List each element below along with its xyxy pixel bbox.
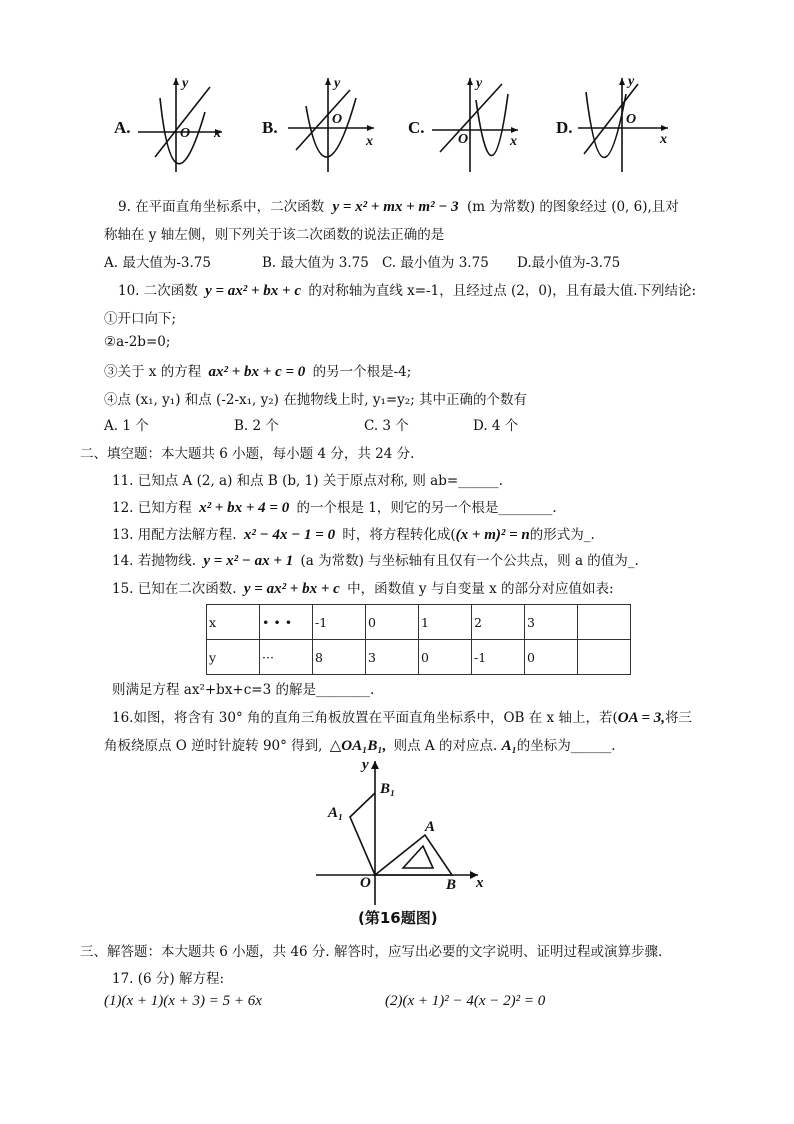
q9-option-b: B. 最大值为 3.75 <box>262 255 369 271</box>
q10-expr: y = ax² + bx + c <box>205 283 302 299</box>
q15-text-b: 中，函数值 y 与自变量 x 的部分对应值如表: <box>347 581 614 597</box>
origin-label: O <box>180 126 191 141</box>
q9-text2: (m 为常数) 的图象经过 (0, 6),且对 <box>466 199 679 215</box>
q9-option-a: A. 最大值为-3.75 <box>104 255 211 271</box>
q10-s3-text2: 的另一个根是-4; <box>312 364 412 380</box>
q17-part2: (2)(x + 1)² − 4(x − 2)² = 0 <box>385 993 546 1009</box>
table-cell <box>578 640 631 675</box>
q10-s3-text: ③关于 x 的方程 <box>104 364 202 380</box>
q9-line1 <box>118 195 679 216</box>
section-3-heading: 三、解答题：本大题共 6 小题，共 46 分. 解答时，应写出必要的文字说明、证明过程或演算步骤. <box>80 944 663 960</box>
table-cell: 0 <box>366 605 419 640</box>
q16-expr3: A₁ <box>501 738 517 754</box>
option-label: B. <box>262 118 278 137</box>
table-cell: 1 <box>419 605 472 640</box>
origin-label: O <box>626 112 637 127</box>
q13-text-b: 时，将方程转化成( <box>342 527 456 543</box>
table-row-y <box>207 640 631 675</box>
origin-label: O <box>458 132 469 147</box>
q12-expr: x² + bx + 4 = 0 <box>199 500 290 516</box>
q10-statement-3 <box>104 360 411 381</box>
axis-y-label: y <box>628 74 635 89</box>
q13-expr: x² − 4x − 1 = 0 <box>243 527 336 543</box>
axis-y-label: y <box>334 76 341 91</box>
axis-y-label: y <box>182 76 189 91</box>
q15-after-table: 则满足方程 ax²+bx+c=3 的解是________. <box>112 682 375 698</box>
q16-line2 <box>104 734 616 755</box>
q15-line <box>112 577 614 598</box>
table-cell: x <box>207 605 260 640</box>
option-label: C. <box>408 118 425 137</box>
q10-option-c: C. 3 个 <box>364 418 409 434</box>
q16-text-a: 16.如图，将含有 30° 角的直角三角板放置在平面直角坐标系中，OB 在 x 轴上，若( <box>112 710 618 726</box>
q9-expr: y = x² + mx + m² − 3 <box>332 199 459 215</box>
table-cell: 2 <box>472 605 525 640</box>
q14-text-a: 14. 若抛物线. <box>112 553 197 569</box>
axis-y-label: y <box>476 76 483 91</box>
q9-text1: 9. 在平面直角坐标系中，二次函数 <box>118 199 325 215</box>
fig16-b-label: B <box>446 877 457 893</box>
q10-option-b: B. 2 个 <box>234 418 279 434</box>
table-cell: • • • <box>260 605 313 640</box>
table-cell: 3 <box>366 640 419 675</box>
fig16-a1-label: A₁ <box>328 805 344 821</box>
q16-line1 <box>112 706 692 727</box>
axis-x-label: x <box>510 134 517 149</box>
table-cell: -1 <box>472 640 525 675</box>
table-cell: -1 <box>313 605 366 640</box>
q10-line1 <box>118 279 696 300</box>
q13-text-a: 13. 用配方法解方程. <box>112 527 237 543</box>
q11-text: 11. 已知点 A (2, a) 和点 B (b, 1) 关于原点对称, 则 ab=______. <box>112 473 503 489</box>
axis-x-label: x <box>660 132 667 147</box>
table-cell: 8 <box>313 640 366 675</box>
q17-title: 17. (6 分) 解方程: <box>112 971 225 987</box>
q12-line <box>112 496 557 517</box>
fig16-b1-label: B₁ <box>380 781 396 797</box>
q16-expr2: △OA₁B₁, <box>329 738 387 754</box>
table-cell: 0 <box>419 640 472 675</box>
fig16-caption: (第16题图) <box>358 909 438 927</box>
q16-text-b: 将三 <box>665 710 693 726</box>
table-cell: y <box>207 640 260 675</box>
q10-text2: 的对称轴为直线 x=-1，且经过点 (2，0)，且有最大值.下列结论: <box>308 283 697 299</box>
q10-statement-1: ①开口向下; <box>104 311 177 327</box>
q9-option-d: D.最小值为-3.75 <box>517 255 621 271</box>
graph-option-c <box>404 72 554 182</box>
q17-part1: (1)(x + 1)(x + 3) = 5 + 6x <box>104 993 262 1009</box>
q10-text1: 10. 二次函数 <box>118 283 198 299</box>
table-cell: 0 <box>525 640 578 675</box>
table-cell <box>578 605 631 640</box>
q10-statement-4: ④点 (x₁, y₁) 和点 (-2-x₁, y₂) 在抛物线上时, y₁=y₂; 其中正确的个数有 <box>104 392 528 408</box>
q12-text-a: 12. 已知方程 <box>112 500 192 516</box>
fig16-x-label: x <box>476 875 484 891</box>
table-row-x <box>207 605 631 640</box>
q15-expr: y = ax² + bx + c <box>243 581 340 597</box>
table-cell: 3 <box>525 605 578 640</box>
graph-option-d <box>552 72 702 182</box>
q12-text-b: 的一个根是 1，则它的另一个根是________. <box>296 500 557 516</box>
q15-text-a: 15. 已知在二次函数. <box>112 581 237 597</box>
q9-option-c: C. 最小值为 3.75 <box>382 255 489 271</box>
section-2-heading: 二、填空题：本大题共 6 小题，每小题 4 分，共 24 分. <box>80 446 415 462</box>
axis-x-label: x <box>214 126 221 141</box>
graph-option-b <box>258 72 408 182</box>
q9-line2: 称轴在 y 轴左侧，则下列关于该二次函数的说法正确的是 <box>104 227 445 243</box>
q13-text-c: 的形式为_. <box>529 527 595 543</box>
option-label: A. <box>114 118 131 137</box>
q16-expr: OA = 3, <box>617 710 666 726</box>
q16-text-e: 的坐标为______. <box>516 738 616 754</box>
fig16-origin-label: O <box>360 875 371 891</box>
axis-x-label: x <box>366 134 373 149</box>
q14-line <box>112 549 639 570</box>
q10-statement-2: ②a-2b=0; <box>104 334 171 350</box>
graph-option-a <box>110 72 260 182</box>
q10-option-d: D. 4 个 <box>473 418 519 434</box>
table-cell: ··· <box>260 640 313 675</box>
q10-option-a: A. 1 个 <box>104 418 149 434</box>
option-label: D. <box>556 118 573 137</box>
q14-text-b: (a 为常数) 与坐标轴有且仅有一个公共点，则 a 的值为_. <box>300 553 639 569</box>
q13-expr2: (x + m)² = n <box>455 527 530 543</box>
fig16-y-label: y <box>362 757 369 773</box>
q16-figure <box>300 755 500 935</box>
q14-expr: y = x² − ax + 1 <box>203 553 294 569</box>
fig16-a-label: A <box>425 819 436 835</box>
origin-label: O <box>332 112 343 127</box>
q10-s3-expr: ax² + bx + c = 0 <box>208 364 306 380</box>
q13-line <box>112 523 595 544</box>
q15-value-table <box>206 604 631 675</box>
q16-text-d: 则点 A 的对应点. <box>393 738 498 754</box>
q16-text-c: 角板绕原点 O 逆时针旋转 90° 得到, <box>104 738 323 754</box>
